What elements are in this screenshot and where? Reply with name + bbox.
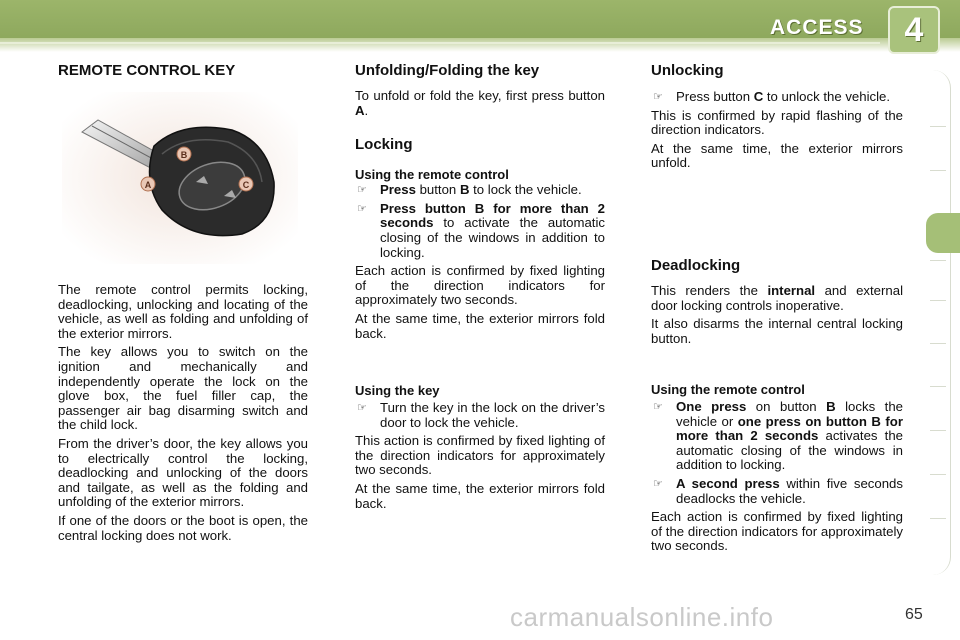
chapter-tab-divider [930,474,946,475]
paragraph: Each action is confirmed by fixed lighting of the direction indicators for approximately two seconds. [355,263,605,308]
chapter-tab-divider [930,343,946,344]
list-item: ☞ Turn the key in the lock on the driver’s door to lock the vehicle. [357,400,605,430]
subheading-remote-control: Using the remote control [651,382,805,397]
chapter-tab-active[interactable] [926,213,960,253]
chapter-title: ACCESS [770,16,864,39]
remote-key-image [62,92,298,264]
key-label-a: A [144,180,152,190]
column-remote-control-key [58,62,308,80]
remote-key-description [58,283,308,547]
pointing-hand-icon: ☞ [357,202,367,215]
list-item: ☞ One press on button B locks the vehicle or one press on button B for more than 2 seconds activates the automatic closing of the windows in addition to locking. [653,399,903,473]
chapter-tab-divider [930,386,946,387]
subheading-remote-control: Using the remote control [355,167,509,183]
header-line [0,42,880,44]
watermark: carmanualsonline.info [510,602,774,632]
heading-unlocking: Unlocking [651,62,724,79]
paragraph: It also disarms the internal central locking button. [651,316,903,346]
paragraph: From the driver’s door, the key allows you to electrically control the locking, deadlocking and unlocking of the doors and tailgate, as well as the folding and unfolding of the exterior mirrors. [58,435,308,510]
pointing-hand-icon: ☞ [653,91,663,103]
list-item: ☞ Press button B for more than 2 seconds to activate the automatic closing of the windows in addition to locking. [357,200,605,260]
heading-remote-control-key: REMOTE CONTROL KEY [58,62,236,79]
list-item: ☞ Press button C to unlock the vehicle. [653,89,891,104]
heading-locking: Locking [355,136,413,154]
chapter-tab-divider [930,170,946,171]
pointing-hand-icon: ☞ [653,401,663,413]
chapter-tabs-edge [930,70,951,575]
column-unlocking [651,62,903,175]
section-using-key [355,383,605,515]
paragraph: At the same time, the exterior mirrors fold back. [355,480,605,511]
paragraph: At the same time, the exterior mirrors unfold. [651,140,903,171]
list-item: ☞ A second press within five seconds deadlocks the vehicle. [653,475,903,506]
paragraph: This is confirmed by rapid flashing of the direction indicators. [651,107,903,138]
header-fade [0,38,960,52]
heading-unfolding-folding: Unfolding/Folding the key [355,62,540,79]
page-number: 65 [905,606,923,623]
list-item: ☞ Press button B to lock the vehicle. [357,182,582,198]
paragraph: The key allows you to switch on the ignition and mechanically and independently operate the lock on the glove box, the fuel filler cap, the passenger air bag disarming switch and the child lock. [58,344,308,433]
paragraph: This action is confirmed by fixed lighting of the direction indicators for approximately two seconds. [355,433,605,478]
key-label-b: B [180,150,188,160]
column-key-locking [355,62,605,345]
paragraph: Each action is confirmed by fixed lighting of the direction indicators for approximately two seconds. [651,509,903,554]
subheading-using-key: Using the key [355,383,440,398]
chapter-tab-divider [930,430,946,431]
chapter-tab-divider [930,300,946,301]
pointing-hand-icon: ☞ [653,477,663,490]
chapter-tab-divider [930,260,946,261]
paragraph: At the same time, the exterior mirrors fold back. [355,310,605,341]
section-deadlocking [651,257,903,350]
key-label-c: C [242,180,250,190]
chapter-number: 4 [888,6,940,54]
section-deadlock-remote [651,382,903,558]
heading-deadlocking: Deadlocking [651,257,741,274]
pointing-hand-icon: ☞ [357,184,367,197]
chapter-tab-divider [930,518,946,519]
paragraph: If one of the doors or the boot is open, the central locking does not work. [58,512,308,543]
unfold-instruction: To unfold or fold the key, first press button A. [355,88,605,118]
paragraph: This renders the internal and external door locking controls inoperative. [651,283,904,313]
paragraph: The remote control permits locking, deadlocking, unlocking and locating of the vehicle, as well as folding and unfolding of the exterior mirrors. [58,282,308,341]
chapter-tab-divider [930,126,946,127]
pointing-hand-icon: ☞ [357,402,367,414]
